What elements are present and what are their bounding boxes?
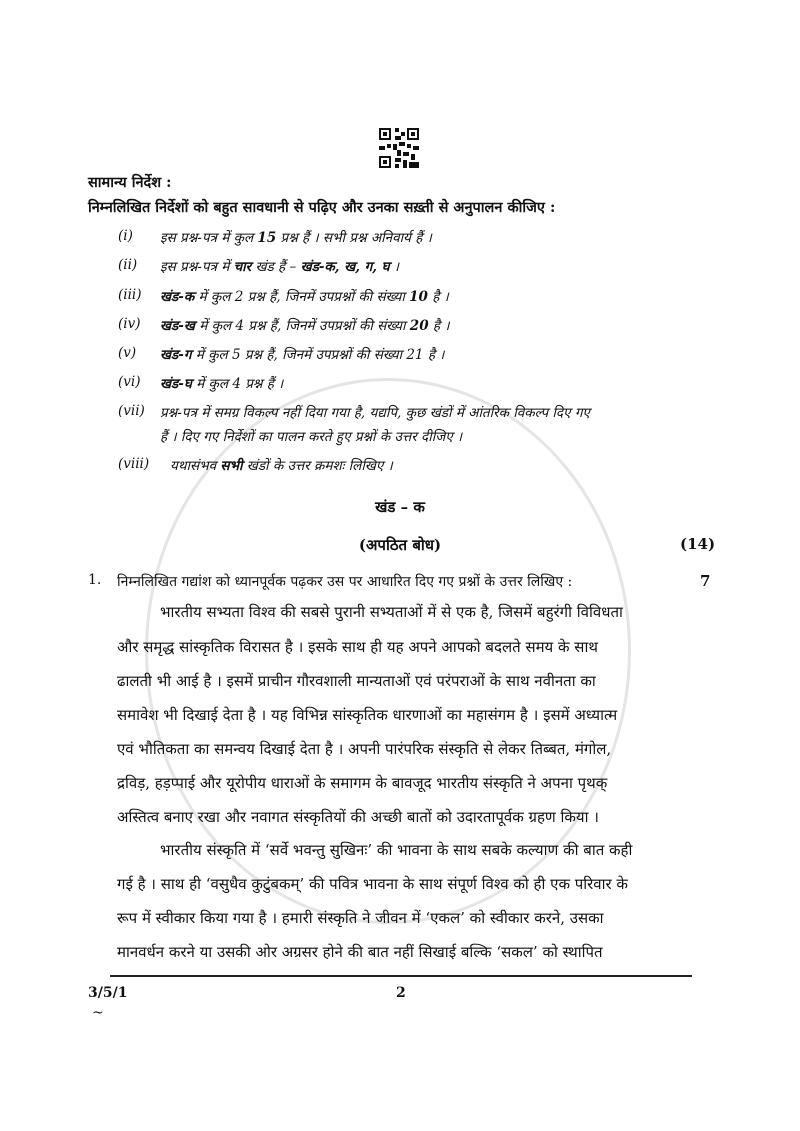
section-subtitle: (अपठित बोध) (358, 536, 442, 554)
passage-line: समावेश भी दिखाई देता है । यह विभिन्न सांस्कृतिक धारणाओं का महासंगम है । इसमें अध्यात्म (117, 706, 618, 724)
footer-rule (110, 975, 692, 977)
passage-line: ढालती भी आई है । इसमें प्राचीन गौरवशाली मान्यताओं एवं परंपराओं के साथ नवीनता का (117, 672, 596, 690)
passage-line: भारतीय सभ्यता विश्व की सबसे पुरानी सभ्यताओं में से एक है, जिसमें बहुरंगी विविधता (160, 603, 623, 621)
instruction-item: (vi) खंड-घ में कुल 4 प्रश्न हैं । (118, 374, 284, 392)
qr-code-icon (379, 128, 419, 168)
question-marks: 7 (700, 572, 711, 590)
instruction-item: (iv) खंड-ख में कुल 4 प्रश्न हैं, जिनमें उपप्रश्नों की संख्या 20 है । (118, 316, 450, 334)
instruction-item: (vii) प्रश्न-पत्र में समग्र विकल्प नहीं दिया गया है, यद्यपि, कुछ खंडों में आंतरिक विकल्प दिए गए हैं । दिए गए निर्देशों का पालन करते हुए प्रश्नों के उत्तर दीजिए । (118, 403, 590, 445)
instruction-item: (v) खंड-ग में कुल 5 प्रश्न हैं, जिनमें उपप्रश्नों की संख्या 21 है । (118, 345, 445, 363)
question-number: 1. (88, 572, 102, 588)
question-prompt: निम्नलिखित गद्यांश को ध्यानपूर्वक पढ़कर उस पर आधारित दिए गए प्रश्नों के उत्तर लिखिए : (117, 574, 573, 590)
passage-line: गई है । साथ ही ‘वसुधैव कुटुंबकम्’ की पवित्र भावना के साथ संपूर्ण विश्व को ही एक परिवार के (117, 875, 628, 893)
instruction-item: (viii) यथासंभव सभी खंडों के उत्तर क्रमशः लिखिए । (118, 456, 393, 474)
footer-mark: ~ (92, 1005, 104, 1021)
passage-line: रूप में स्वीकार किया गया है । हमारी संस्कृति ने जीवन में ‘एकल’ को स्वीकार करने, उसका (117, 909, 604, 927)
passage-line: भारतीय संस्कृति में ‘सर्वे भवन्तु सुखिनः’ की भावना के साथ सबके कल्याण की बात कही (160, 841, 633, 859)
instructions-lead: निम्नलिखित निर्देशों को बहुत सावधानी से पढ़िए और उनका सख़्ती से अनुपालन कीजिए : (88, 199, 556, 216)
instruction-item: (i) इस प्रश्न-पत्र में कुल 15 प्रश्न हैं । सभी प्रश्न अनिवार्य हैं । (118, 228, 432, 246)
instruction-item: (iii) खंड-क में कुल 2 प्रश्न हैं, जिनमें उपप्रश्नों की संख्या 10 है । (118, 287, 449, 305)
page-number: 2 (396, 985, 406, 1001)
passage-line: और समृद्ध सांस्कृतिक विरासत है । इसके साथ ही यह अपने आपको बदलते समय के साथ (117, 638, 598, 656)
passage-line: एवं भौतिकता का समन्वय दिखाई देता है । अपनी पारंपरिक संस्कृति से लेकर तिब्बत, मंगोल, (117, 740, 612, 758)
passage-line: अस्तित्व बनाए रखा और नवागत संस्कृतियों की अच्छी बातों को उदारतापूर्वक ग्रहण किया । (117, 808, 599, 826)
passage-line: द्रविड़, हड़प्पाई और यूरोपीय धाराओं के समागम के बावजूद भारतीय संस्कृति ने अपना पृथक् (117, 774, 608, 792)
instruction-item: (ii) इस प्रश्न-पत्र में चार खंड हैं – खंड-क, ख, ग, घ । (118, 257, 400, 275)
passage-line: मानवर्धन करने या उसकी ओर अग्रसर होने की बात नहीं सिखाई बल्कि ‘सकल’ को स्थापित (117, 943, 603, 961)
section-title: खंड – क (375, 498, 425, 516)
general-instructions-title: सामान्य निर्देश : (88, 174, 172, 191)
paper-code: 3/5/1 (88, 985, 128, 1001)
section-marks: (14) (680, 535, 716, 553)
